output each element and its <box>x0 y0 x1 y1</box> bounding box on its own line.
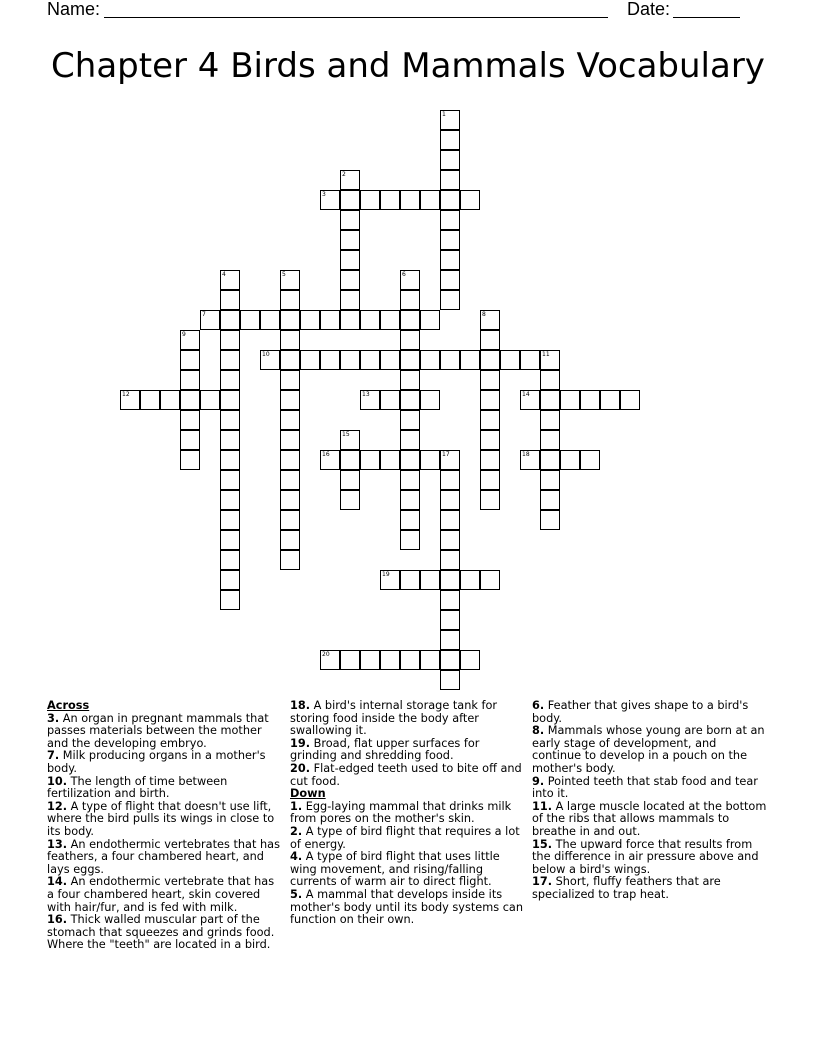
crossword-cell[interactable] <box>520 390 540 410</box>
crossword-cell[interactable] <box>420 650 440 670</box>
crossword-cell[interactable] <box>420 190 440 210</box>
clue-number: 7 <box>202 311 206 318</box>
crossword-cell[interactable] <box>240 310 260 330</box>
crossword-cell[interactable] <box>400 430 420 450</box>
crossword-cell[interactable] <box>540 450 560 470</box>
crossword-cell[interactable] <box>180 330 200 350</box>
down-clue <box>290 801 526 826</box>
across-clue <box>47 801 282 839</box>
crossword-cell[interactable] <box>360 350 380 370</box>
crossword-cell[interactable] <box>340 430 360 450</box>
crossword-cell[interactable] <box>220 570 240 590</box>
down-clue <box>532 700 767 725</box>
crossword-cell[interactable] <box>220 550 240 570</box>
crossword-cell[interactable] <box>440 530 460 550</box>
clue-number: 6 <box>402 271 406 278</box>
clues-column-3 <box>532 700 767 902</box>
crossword-cell[interactable] <box>460 570 480 590</box>
clues-column-2 <box>290 700 526 927</box>
crossword-cell[interactable] <box>180 410 200 430</box>
crossword-cell[interactable] <box>440 110 460 130</box>
crossword-cell[interactable] <box>340 190 360 210</box>
clue-number-label: 12. <box>47 799 68 813</box>
clue-text: The upward force that results from the difference in air pressure above and below a bird's wings. <box>532 837 759 876</box>
crossword-cell[interactable] <box>340 350 360 370</box>
clue-number-label: 3. <box>47 711 60 725</box>
crossword-cell[interactable] <box>400 470 420 490</box>
crossword-cell[interactable] <box>280 510 300 530</box>
crossword-cell[interactable] <box>340 210 360 230</box>
clue-number: 3 <box>322 191 326 198</box>
clue-text: Thick walled muscular part of the stomach that squeezes and grinds food. Where the "teeth" are located in a bird. <box>47 913 275 952</box>
crossword-cell[interactable] <box>340 230 360 250</box>
down-heading: Down <box>290 787 326 801</box>
crossword-cell[interactable] <box>400 510 420 530</box>
clue-text: The length of time between fertilization and birth. <box>47 774 228 801</box>
clue-number-label: 8. <box>532 724 545 738</box>
crossword-cell[interactable] <box>380 390 400 410</box>
crossword-cell[interactable] <box>580 390 600 410</box>
crossword-cell[interactable] <box>520 450 540 470</box>
crossword-cell[interactable] <box>340 290 360 310</box>
crossword-cell[interactable] <box>400 270 420 290</box>
crossword-cell[interactable] <box>220 490 240 510</box>
crossword-cell[interactable] <box>220 510 240 530</box>
crossword-cell[interactable] <box>180 350 200 370</box>
clue-number-label: 9. <box>532 774 545 788</box>
crossword-cell[interactable] <box>220 590 240 610</box>
down-clue <box>532 801 767 839</box>
crossword-cell[interactable] <box>400 390 420 410</box>
clue-text: A type of flight that doesn't use lift, where the bird pulls its wings in close to its body. <box>47 799 275 838</box>
crossword-cell[interactable] <box>440 210 460 230</box>
crossword-cell[interactable] <box>320 190 340 210</box>
crossword-cell[interactable] <box>260 310 280 330</box>
crossword-cell[interactable] <box>420 450 440 470</box>
crossword-cell[interactable] <box>320 310 340 330</box>
clue-number: 9 <box>182 331 186 338</box>
crossword-cell[interactable] <box>220 370 240 390</box>
clue-text: A bird's internal storage tank for storing food inside the body after swallowing it. <box>290 699 498 738</box>
clue-text: Broad, flat upper surfaces for grinding and shredding food. <box>290 736 480 763</box>
clue-number-label: 4. <box>290 850 303 864</box>
clue-number: 13 <box>362 391 370 398</box>
crossword-cell[interactable] <box>440 510 460 530</box>
clue-text: A type of bird flight that requires a lot of energy. <box>290 824 520 851</box>
crossword-cell[interactable] <box>480 470 500 490</box>
crossword-cell[interactable] <box>280 370 300 390</box>
crossword-cell[interactable] <box>340 490 360 510</box>
crossword-cell[interactable] <box>480 490 500 510</box>
down-clue <box>532 725 767 775</box>
crossword-cell[interactable] <box>220 390 240 410</box>
crossword-cell[interactable] <box>280 430 300 450</box>
crossword-cell[interactable] <box>200 310 220 330</box>
crossword-cell[interactable] <box>400 290 420 310</box>
crossword-cell[interactable] <box>180 370 200 390</box>
crossword-cell[interactable] <box>540 390 560 410</box>
crossword-cell[interactable] <box>280 390 300 410</box>
clue-number: 18 <box>522 451 530 458</box>
crossword-cell[interactable] <box>440 650 460 670</box>
clue-number: 14 <box>522 391 530 398</box>
clue-text: A mammal that develops inside its mother's body until its body systems can function on their own. <box>290 887 524 927</box>
crossword-cell[interactable] <box>440 170 460 190</box>
crossword-cell[interactable] <box>280 530 300 550</box>
crossword-cell[interactable] <box>460 650 480 670</box>
clue-number: 5 <box>282 271 286 278</box>
crossword-cell[interactable] <box>380 450 400 470</box>
crossword-cell[interactable] <box>400 330 420 350</box>
across-heading: Across <box>47 699 90 712</box>
crossword-cell[interactable] <box>340 250 360 270</box>
crossword-cell[interactable] <box>220 310 240 330</box>
crossword-cell[interactable] <box>220 350 240 370</box>
crossword-cell[interactable] <box>480 570 500 590</box>
across-clue <box>47 750 282 775</box>
crossword-cell[interactable] <box>400 410 420 430</box>
clue-number-label: 16. <box>47 913 68 927</box>
crossword-cell[interactable] <box>280 490 300 510</box>
crossword-cell[interactable] <box>380 190 400 210</box>
crossword-cell[interactable] <box>220 410 240 430</box>
clue-number: 16 <box>322 451 330 458</box>
crossword-cell[interactable] <box>440 230 460 250</box>
clue-text: An endothermic vertebrates that has feathers, a four chambered heart, and lays eggs. <box>47 837 280 876</box>
crossword-cell[interactable] <box>200 390 220 410</box>
crossword-cell[interactable] <box>440 610 460 630</box>
crossword-cell[interactable] <box>480 390 500 410</box>
crossword-cell[interactable] <box>160 390 180 410</box>
clue-text: Pointed teeth that stab food and tear into it. <box>532 774 758 801</box>
crossword-cell[interactable] <box>440 270 460 290</box>
crossword-cell[interactable] <box>460 350 480 370</box>
clue-number-label: 17. <box>532 875 553 889</box>
crossword-cell[interactable] <box>440 570 460 590</box>
crossword-cell[interactable] <box>220 330 240 350</box>
crossword-cell[interactable] <box>480 310 500 330</box>
clue-text: Flat-edged teeth used to bite off and cut food. <box>290 761 522 788</box>
crossword-cell[interactable] <box>220 430 240 450</box>
crossword-cell[interactable] <box>340 650 360 670</box>
crossword-cell[interactable] <box>280 330 300 350</box>
down-clue <box>290 826 526 851</box>
clue-number: 2 <box>342 171 346 178</box>
crossword-cell[interactable] <box>180 450 200 470</box>
crossword-cell[interactable] <box>280 550 300 570</box>
across-clue <box>47 713 282 751</box>
crossword-cell[interactable] <box>460 190 480 210</box>
clue-number: 19 <box>382 571 390 578</box>
crossword-cell[interactable] <box>620 390 640 410</box>
crossword-cell[interactable] <box>220 290 240 310</box>
clue-number-label: 7. <box>47 749 60 763</box>
crossword-cell[interactable] <box>420 390 440 410</box>
crossword-cell[interactable] <box>340 170 360 190</box>
crossword-cell[interactable] <box>540 370 560 390</box>
crossword-cell[interactable] <box>340 270 360 290</box>
crossword-cell[interactable] <box>220 450 240 470</box>
crossword-cell[interactable] <box>440 490 460 510</box>
crossword-cell[interactable] <box>380 310 400 330</box>
crossword-cell[interactable] <box>360 310 380 330</box>
crossword-cell[interactable] <box>400 310 420 330</box>
crossword-cell[interactable] <box>180 430 200 450</box>
clue-number-label: 11. <box>532 799 553 813</box>
across-clue <box>290 763 526 788</box>
clue-number: 10 <box>262 351 270 358</box>
across-clue <box>290 700 526 738</box>
crossword-cell[interactable] <box>380 650 400 670</box>
crossword-cell[interactable] <box>400 350 420 370</box>
crossword-cell[interactable] <box>220 270 240 290</box>
crossword-cell[interactable] <box>480 370 500 390</box>
crossword-cell[interactable] <box>420 310 440 330</box>
crossword-cell[interactable] <box>340 470 360 490</box>
crossword-cell[interactable] <box>540 350 560 370</box>
crossword-cell[interactable] <box>360 390 380 410</box>
crossword-cell[interactable] <box>360 450 380 470</box>
crossword-cell[interactable] <box>500 350 520 370</box>
clue-text: Mammals whose young are born at an early stage of development, and continue to develop in a pouch on the mother's body. <box>532 724 765 775</box>
crossword-cell[interactable] <box>400 530 420 550</box>
crossword-cell[interactable] <box>400 570 420 590</box>
across-clue <box>47 914 282 952</box>
crossword-cell[interactable] <box>540 510 560 530</box>
crossword-cell[interactable] <box>340 310 360 330</box>
crossword-cell[interactable] <box>400 370 420 390</box>
crossword-cell[interactable] <box>280 470 300 490</box>
clue-text: A large muscle located at the bottom of the ribs that allows mammals to breathe in and out. <box>532 799 767 838</box>
clue-text: Feather that gives shape to a bird's body. <box>532 699 749 725</box>
clue-number-label: 13. <box>47 837 68 851</box>
crossword-cell[interactable] <box>320 650 340 670</box>
down-clue <box>532 776 767 801</box>
clue-number-label: 14. <box>47 875 68 889</box>
crossword-cell[interactable] <box>440 450 460 470</box>
across-clue <box>47 839 282 877</box>
crossword-cell[interactable] <box>480 330 500 350</box>
crossword-cell[interactable] <box>280 310 300 330</box>
crossword-cell[interactable] <box>180 390 200 410</box>
clue-number-label: 18. <box>290 699 311 712</box>
down-clue <box>532 839 767 877</box>
crossword-cell[interactable] <box>440 290 460 310</box>
crossword-cell[interactable] <box>340 450 360 470</box>
crossword-cell[interactable] <box>540 430 560 450</box>
crossword-cell[interactable] <box>540 490 560 510</box>
clue-text: An endothermic vertebrate that has a four chambered heart, skin covered with hair/fur, and is fed with milk. <box>47 875 275 914</box>
across-clue <box>47 876 282 914</box>
clue-number-label: 20. <box>290 761 311 775</box>
crossword-cell[interactable] <box>320 450 340 470</box>
clue-number: 15 <box>342 431 350 438</box>
page-title: Chapter 4 Birds and Mammals Vocabulary <box>51 46 765 86</box>
clue-number: 12 <box>122 391 130 398</box>
down-clue <box>532 876 767 901</box>
name-label: Name: <box>47 0 101 19</box>
crossword-cell[interactable] <box>280 290 300 310</box>
crossword-cell[interactable] <box>400 190 420 210</box>
crossword-cell[interactable] <box>140 390 160 410</box>
crossword-cell[interactable] <box>440 150 460 170</box>
crossword-cell[interactable] <box>420 350 440 370</box>
clue-text: Egg-laying mammal that drinks milk from pores on the mother's skin. <box>290 799 512 826</box>
crossword-cell[interactable] <box>400 490 420 510</box>
crossword-cell[interactable] <box>260 350 280 370</box>
crossword-cell[interactable] <box>280 350 300 370</box>
crossword-cell[interactable] <box>440 470 460 490</box>
clue-number: 8 <box>482 311 486 318</box>
clue-number-label: 19. <box>290 736 311 750</box>
crossword-cell[interactable] <box>280 270 300 290</box>
crossword-cell[interactable] <box>440 350 460 370</box>
crossword-cell[interactable] <box>420 570 440 590</box>
clue-text: A type of bird flight that uses little wing movement, and rising/falling currents of warm air to direct flight. <box>290 850 500 889</box>
crossword-cell[interactable] <box>220 470 240 490</box>
crossword-cell[interactable] <box>440 250 460 270</box>
crossword-cell[interactable] <box>480 450 500 470</box>
crossword-cell[interactable] <box>580 450 600 470</box>
crossword-cell[interactable] <box>440 590 460 610</box>
clue-text: An organ in pregnant mammals that passes materials between the mother and the developing embryo. <box>47 711 269 750</box>
crossword-cell[interactable] <box>440 550 460 570</box>
clue-number-label: 2. <box>290 824 303 838</box>
crossword-cell[interactable] <box>540 470 560 490</box>
down-clue <box>290 889 526 927</box>
crossword-cell[interactable] <box>440 670 460 690</box>
crossword-cell[interactable] <box>400 650 420 670</box>
crossword-cell[interactable] <box>560 390 580 410</box>
clue-number: 4 <box>222 271 226 278</box>
crossword-cell[interactable] <box>600 390 620 410</box>
crossword-cell[interactable] <box>480 430 500 450</box>
crossword-cell[interactable] <box>380 570 400 590</box>
crossword-cell[interactable] <box>440 190 460 210</box>
clue-number-label: 15. <box>532 837 553 851</box>
crossword-cell[interactable] <box>540 410 560 430</box>
crossword-cell[interactable] <box>120 390 140 410</box>
crossword-cell[interactable] <box>440 130 460 150</box>
clue-number: 11 <box>542 351 550 358</box>
across-clue <box>290 738 526 763</box>
clue-number: 1 <box>442 111 446 118</box>
crossword-cell[interactable] <box>440 630 460 650</box>
clue-number-label: 10. <box>47 774 68 788</box>
clue-number: 17 <box>442 451 450 458</box>
crossword-cell[interactable] <box>220 530 240 550</box>
crossword-cell[interactable] <box>360 190 380 210</box>
clue-number: 20 <box>322 651 330 658</box>
crossword-cell[interactable] <box>320 350 340 370</box>
date-label: Date: <box>627 0 671 19</box>
down-clue <box>290 851 526 889</box>
crossword-cell[interactable] <box>300 350 320 370</box>
crossword-cell[interactable] <box>280 450 300 470</box>
across-clue <box>47 776 282 801</box>
crossword-cell[interactable] <box>360 650 380 670</box>
clue-number-label: 6. <box>532 699 545 712</box>
clues-column-1 <box>47 700 282 952</box>
clue-text: Milk producing organs in a mother's body. <box>47 749 266 775</box>
crossword-cell[interactable] <box>280 410 300 430</box>
clue-number-label: 1. <box>290 799 303 813</box>
crossword-cell[interactable] <box>560 450 580 470</box>
crossword-cell[interactable] <box>300 310 320 330</box>
clue-number-label: 5. <box>290 887 303 901</box>
crossword-cell[interactable] <box>520 350 540 370</box>
crossword-cell[interactable] <box>480 350 500 370</box>
crossword-cell[interactable] <box>380 350 400 370</box>
clue-text: Short, fluffy feathers that are specialized to trap heat. <box>532 875 721 901</box>
crossword-cell[interactable] <box>400 450 420 470</box>
crossword-cell[interactable] <box>480 410 500 430</box>
